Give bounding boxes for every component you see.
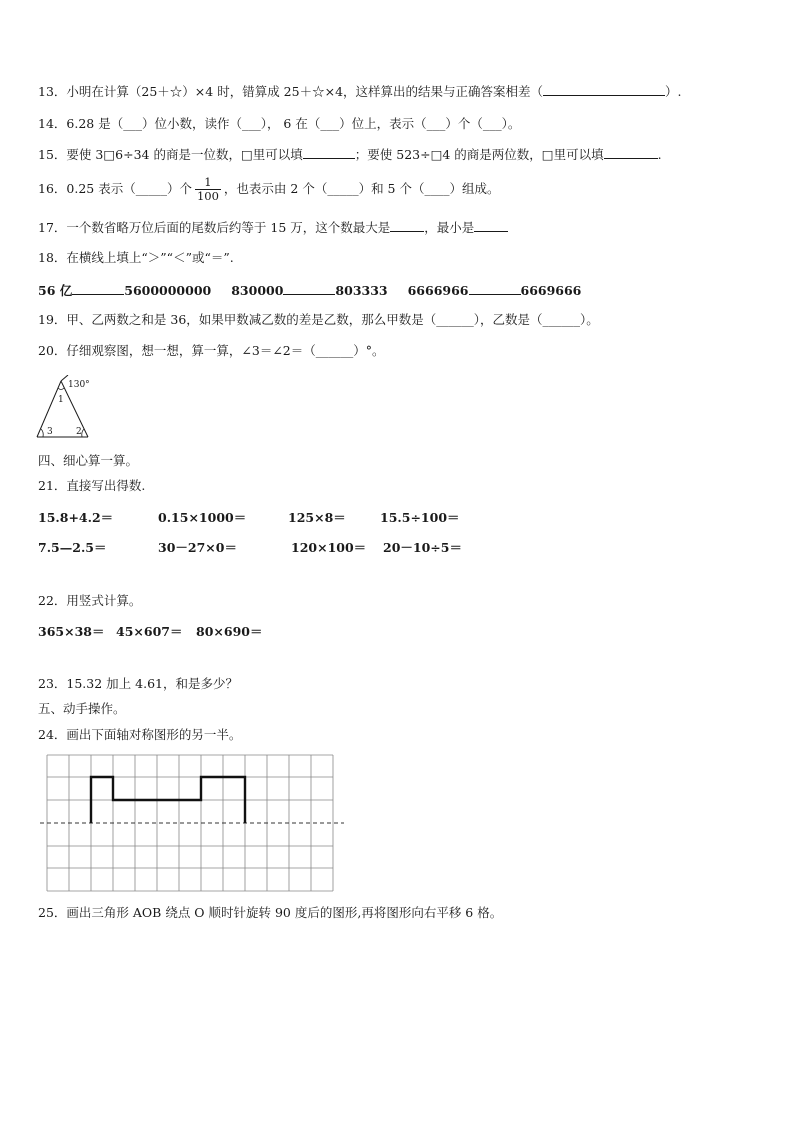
question-25 (38, 904, 502, 922)
question-13: 13．小明在计算（25＋☆）×4 时，错算成 25＋☆×4，这样算出的结果与正确答案相差（ ）. (38, 84, 682, 99)
question-number: 18． (38, 250, 67, 265)
question-number: 24． (38, 727, 67, 742)
question-number: 23． (38, 676, 67, 691)
calc-item: 15.5÷100＝ (380, 510, 460, 525)
vertical-calc-item: 45×607＝ (116, 624, 183, 639)
question-text-b: ；要使 523÷□4 的商是两位数，□里可以填 (354, 147, 604, 162)
angle-label-3: 3 (47, 427, 53, 437)
answer-blank[interactable] (543, 82, 665, 96)
vertical-calc-item: 365×38＝ (38, 624, 105, 639)
section-4-heading: 四、细心算一算。 (38, 453, 139, 468)
answer-blank[interactable] (474, 218, 508, 232)
question-text: 用竖式计算。 (66, 593, 142, 608)
question-number: 25． (38, 905, 67, 920)
question-17 (38, 218, 508, 237)
calc-item: 20－10÷5＝ (383, 540, 462, 555)
calc-item: 120×100＝ (291, 540, 367, 555)
calc-row-2 (38, 539, 462, 557)
symmetry-grid-figure (40, 752, 346, 894)
angle-label-2: 2 (76, 427, 82, 437)
question-16 (38, 174, 499, 204)
question-number: 14． (38, 116, 67, 131)
question-text-b: ，也表示由 2 个（_____）和 5 个（____）组成。 (223, 181, 500, 196)
question-text-a: 要使 3□6÷34 的商是一位数，□里可以填 (66, 147, 303, 162)
question-text: 仔细观察图，想一想，算一算，∠3＝∠2＝（______）°。 (66, 343, 385, 358)
question-text-a: 一个数省略万位后面的尾数后约等于 15 万，这个数最大是 (66, 220, 391, 235)
question-text-a: 0.25 表示（_____）个 (66, 181, 192, 196)
question-19 (38, 311, 599, 329)
question-number: 19． (38, 312, 67, 327)
fraction-numerator: 1 (195, 176, 221, 190)
triangle-figure (32, 375, 96, 439)
compare-blank[interactable] (72, 281, 124, 295)
calc-item: 15.8+4.2＝ (38, 510, 114, 525)
question-number: 13． (38, 84, 67, 99)
section-5-heading: 五、动手操作。 (38, 701, 126, 716)
question-text: 小明在计算（25＋☆）×4 时，错算成 25＋☆×4，这样算出的结果与正确答案相差（ (66, 84, 544, 99)
compare-row: 56 亿 5600000000 830000 803333 6666966 6669666 (38, 283, 582, 298)
question-text-b: ，最小是 (424, 220, 475, 235)
question-number: 16． (38, 181, 67, 196)
question-text: 直接写出得数. (66, 478, 146, 493)
calc-item: 0.15×1000＝ (158, 510, 247, 525)
question-text: 画出三角形 AOB 绕点 O 顺时针旋转 90 度后的图形,再将图形向右平移 6 格。 (66, 905, 503, 920)
question-number: 21． (38, 478, 67, 493)
answer-blank[interactable] (604, 145, 658, 159)
question-text: 6.28 是（___）位小数，读作（___）， 6 在（___）位上，表示（___）个（___）。 (66, 116, 521, 131)
angle-label-130: 130° (68, 380, 90, 390)
compare-blank[interactable] (469, 281, 521, 295)
question-text: 在横线上填上“＞”“＜”或“＝”. (66, 250, 234, 265)
question-number: 17． (38, 220, 67, 235)
question-18 (38, 249, 234, 267)
calc-item: 30－27×0＝ (158, 540, 237, 555)
angle-label-1: 1 (58, 395, 64, 405)
answer-blank[interactable] (390, 218, 424, 232)
question-number: 22． (38, 593, 67, 608)
angle-arc-3 (41, 429, 43, 437)
question-23 (38, 675, 238, 693)
question-text: 15.32 加上 4.61，和是多少？ (66, 676, 238, 691)
angle-arc-2 (82, 429, 84, 437)
calc-row-1 (38, 509, 460, 527)
angle-arc-1 (58, 388, 64, 390)
question-text: 甲、乙两数之和是 36，如果甲数减乙数的差是乙数，那么甲数是（______），乙数是（______）。 (66, 312, 599, 327)
vertical-calc-item: 80×690＝ (196, 624, 263, 639)
question-24 (38, 726, 241, 744)
answer-blank[interactable] (303, 145, 355, 159)
question-number: 20． (38, 343, 67, 358)
calc-item: 125×8＝ (288, 510, 346, 525)
extension-line (61, 375, 68, 381)
fraction-denominator: 100 (196, 189, 219, 203)
vertical-calc-row (38, 623, 262, 641)
question-15: 15．要使 3□6÷34 的商是一位数，□里可以填 ；要使 523÷□4 的商是两位数，□里可以填 . (38, 147, 662, 162)
fraction (195, 176, 221, 203)
question-21 (38, 477, 145, 495)
question-number: 15． (38, 147, 67, 162)
question-22 (38, 592, 141, 610)
question-20 (38, 342, 385, 360)
question-14 (38, 115, 520, 133)
calc-item: 7.5—2.5＝ (38, 540, 107, 555)
compare-blank[interactable] (283, 281, 335, 295)
question-text: 画出下面轴对称图形的另一半。 (66, 727, 242, 742)
